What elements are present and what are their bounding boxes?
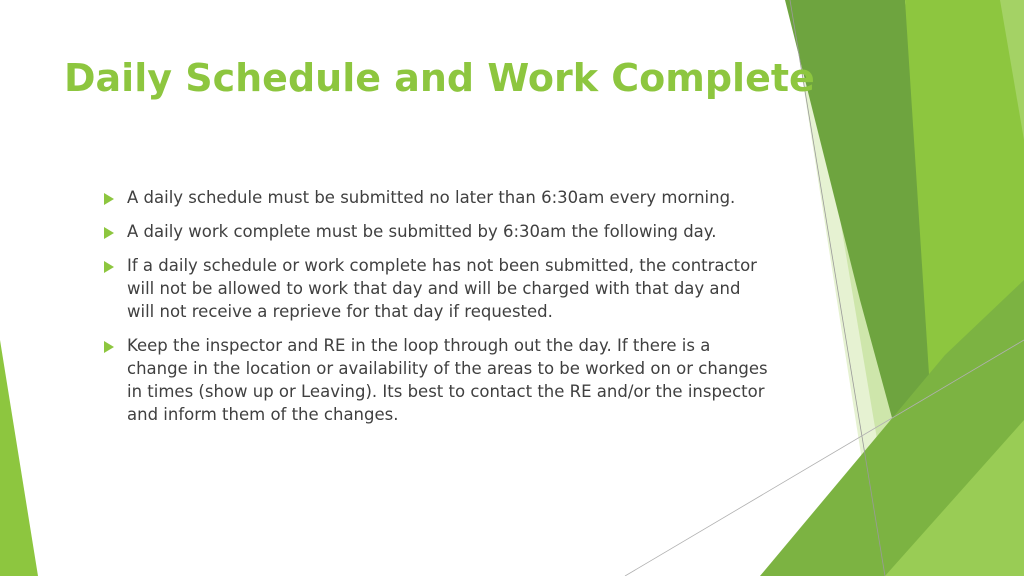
- bullet-item: [104, 186, 770, 209]
- bullet-text: If a daily schedule or work complete has not been submitted, the contractor will not be allowed to work that day and will be charged with that day and will not receive a reprieve for that day if requested.: [127, 256, 757, 321]
- bullet-text: A daily work complete must be submitted by 6:30am the following day.: [127, 222, 717, 241]
- triangle-right-icon: [104, 341, 114, 353]
- triangle-right-icon: [104, 227, 114, 239]
- bullet-text: Keep the inspector and RE in the loop through out the day. If there is a change in the location or availability of the areas to be worked on or changes in times (show up or Leaving). Its best to contact the RE and/or the inspector and inform them of the changes.: [127, 336, 768, 424]
- decor-left-strip: [0, 340, 38, 576]
- bullet-item: [104, 334, 770, 426]
- triangle-right-icon: [104, 193, 114, 205]
- bullet-item: [104, 254, 770, 323]
- bullet-list: [104, 186, 770, 437]
- triangle-right-icon: [104, 261, 114, 273]
- bullet-item: [104, 220, 770, 243]
- slide-title: Daily Schedule and Work Complete: [64, 56, 815, 100]
- bullet-text: A daily schedule must be submitted no later than 6:30am every morning.: [127, 188, 736, 207]
